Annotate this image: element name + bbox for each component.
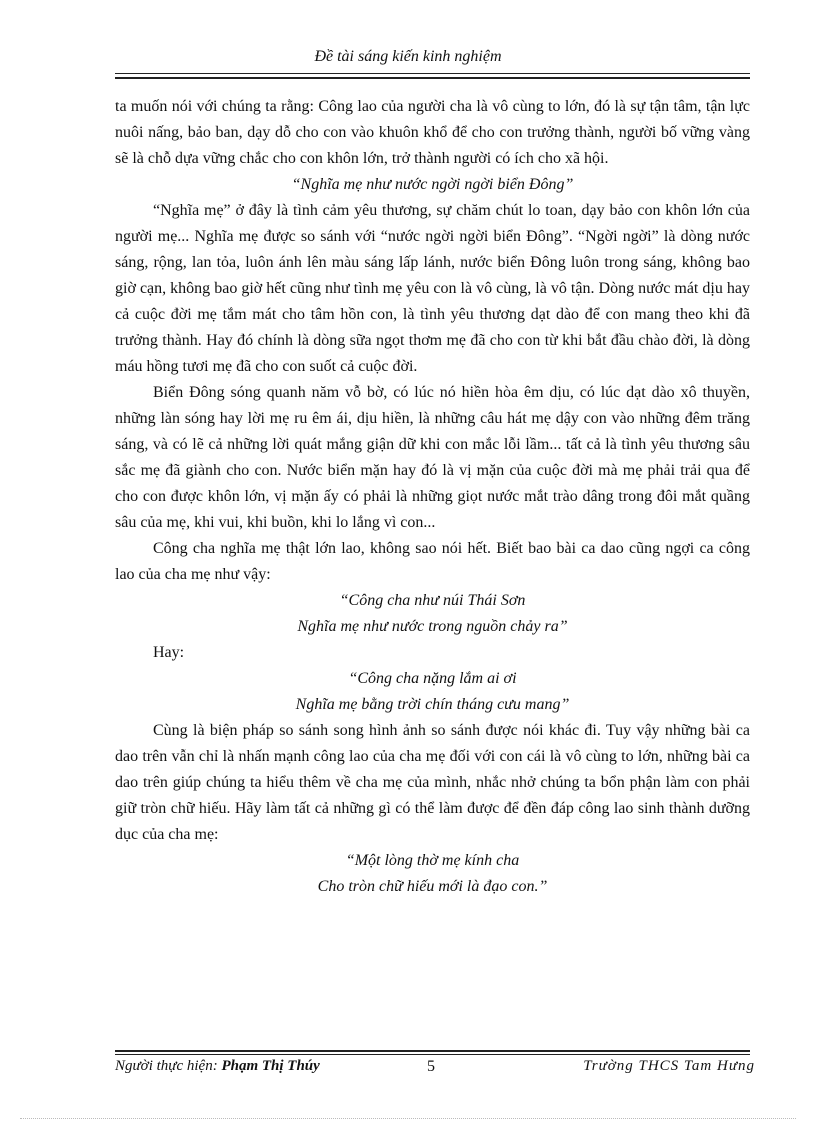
- verse-2-line-2: Nghĩa mẹ như nước trong nguồn chảy ra”: [297, 618, 568, 635]
- verse-2-line-1: “Công cha như núi Thái Sơn: [339, 592, 526, 609]
- page-footer: [115, 1058, 755, 1082]
- paragraph-1: ta muốn nói với chúng ta rằng: Công lao của người cha là vô cùng to lớn, đó là sự tận tâm, tận lực nuôi nấng, bảo ban, dạy dỗ cho con vào khuôn khổ để cho con trưởng thành, người bố vững vàng sẽ là chỗ dựa vững chắc cho con khôn lớn, trở thành người có ích cho xã hội.: [115, 98, 750, 167]
- page-bottom-edge: [20, 1118, 796, 1119]
- verse-3-line-1: “Công cha nặng lắm ai ơi: [348, 670, 517, 687]
- paragraph-4: Công cha nghĩa mẹ thật lớn lao, không sao nói hết. Biết bao bài ca dao cũng ngợi ca công lao của cha mẹ như vậy:: [115, 540, 750, 583]
- footer-performer-label: Người thực hiện:: [115, 1058, 218, 1074]
- page-number: 5: [427, 1058, 435, 1075]
- header-rule-top: [115, 73, 750, 74]
- page-header-title: Đề tài sáng kiến kinh nghiệm: [314, 48, 502, 65]
- paragraph-2: “Nghĩa mẹ” ở đây là tình cảm yêu thương, sự chăm chút lo toan, dạy bảo con khôn lớn của người mẹ... Nghĩa mẹ được so sánh với “nước ngời ngời biển Đông”. “Ngời ngời” là dòng nước sáng, rộng, lan tỏa, luôn ánh lên màu sáng lấp lánh, nước biển Đông luôn trong sáng, không bao giờ cạn, không bao giờ hết cũng như tình mẹ yêu con là vô cùng, là vô tận. Dòng nước mát dịu hay cả cuộc đời mẹ tắm mát cho tâm hồn con, là tình yêu thương dạt dào để con mang theo khi đã trưởng thành. Hay đó chính là dòng sữa ngọt thơm mẹ đã cho con từ khi bắt đầu chào đời, là dòng máu hồng tươi mẹ đã cho con suốt cả cuộc đời.: [115, 202, 750, 375]
- verse-1: “Nghĩa mẹ như nước ngời ngời biển Đông”: [291, 176, 574, 193]
- verse-4-line-1: “Một lòng thờ mẹ kính cha: [345, 852, 520, 869]
- paragraph-3: Biển Đông sóng quanh năm vỗ bờ, có lúc nó hiền hòa êm dịu, có lúc dạt dào xô thuyền, những làn sóng hay lời mẹ ru êm ái, dịu hiền, là những câu hát mẹ dậy con vào những đêm trăng sáng, và có lẽ cả những lời quát mắng giận dữ khi con mắc lỗi lầm... tất cả là tình yêu thương sâu sắc mẹ đã giành cho con. Nước biển mặn hay đó là vị mặn của cuộc đời mà mẹ phải trải qua để cho con được khôn lớn, vị mặn ấy có phải là những giọt nước mắt trào dâng trong đôi mắt quầng sâu của mẹ, khi vui, khi buồn, khi lo lắng vì con...: [115, 384, 750, 531]
- body-text: [115, 94, 750, 900]
- footer-rule-bottom: [115, 1054, 750, 1055]
- transition-hay: Hay:: [153, 644, 185, 661]
- paragraph-5: Cùng là biện pháp so sánh song hình ảnh so sánh được nói khác đi. Tuy vậy những bài ca dao trên vẫn chỉ là nhấn mạnh công lao của cha mẹ đối với con cái là vô cùng to lớn, những bài ca dao trên giúp chúng ta hiểu thêm về cha mẹ của mình, nhắc nhở chúng ta bổn phận làm con phải giữ tròn chữ hiếu. Hãy làm tất cả những gì có thể làm được để đền đáp công lao sinh thành dưỡng dục của cha mẹ:: [115, 722, 750, 843]
- footer-school: Trường THCS Tam Hưng: [583, 1058, 755, 1074]
- header-rule-bottom: [115, 77, 750, 79]
- footer-author-block: [115, 1058, 320, 1075]
- verse-4-line-2: Cho tròn chữ hiếu mới là đạo con.”: [317, 878, 548, 895]
- footer-rule-top: [115, 1050, 750, 1052]
- footer-author: Phạm Thị Thúy: [221, 1058, 320, 1074]
- verse-3-line-2: Nghĩa mẹ bằng trời chín tháng cưu mang”: [295, 696, 570, 713]
